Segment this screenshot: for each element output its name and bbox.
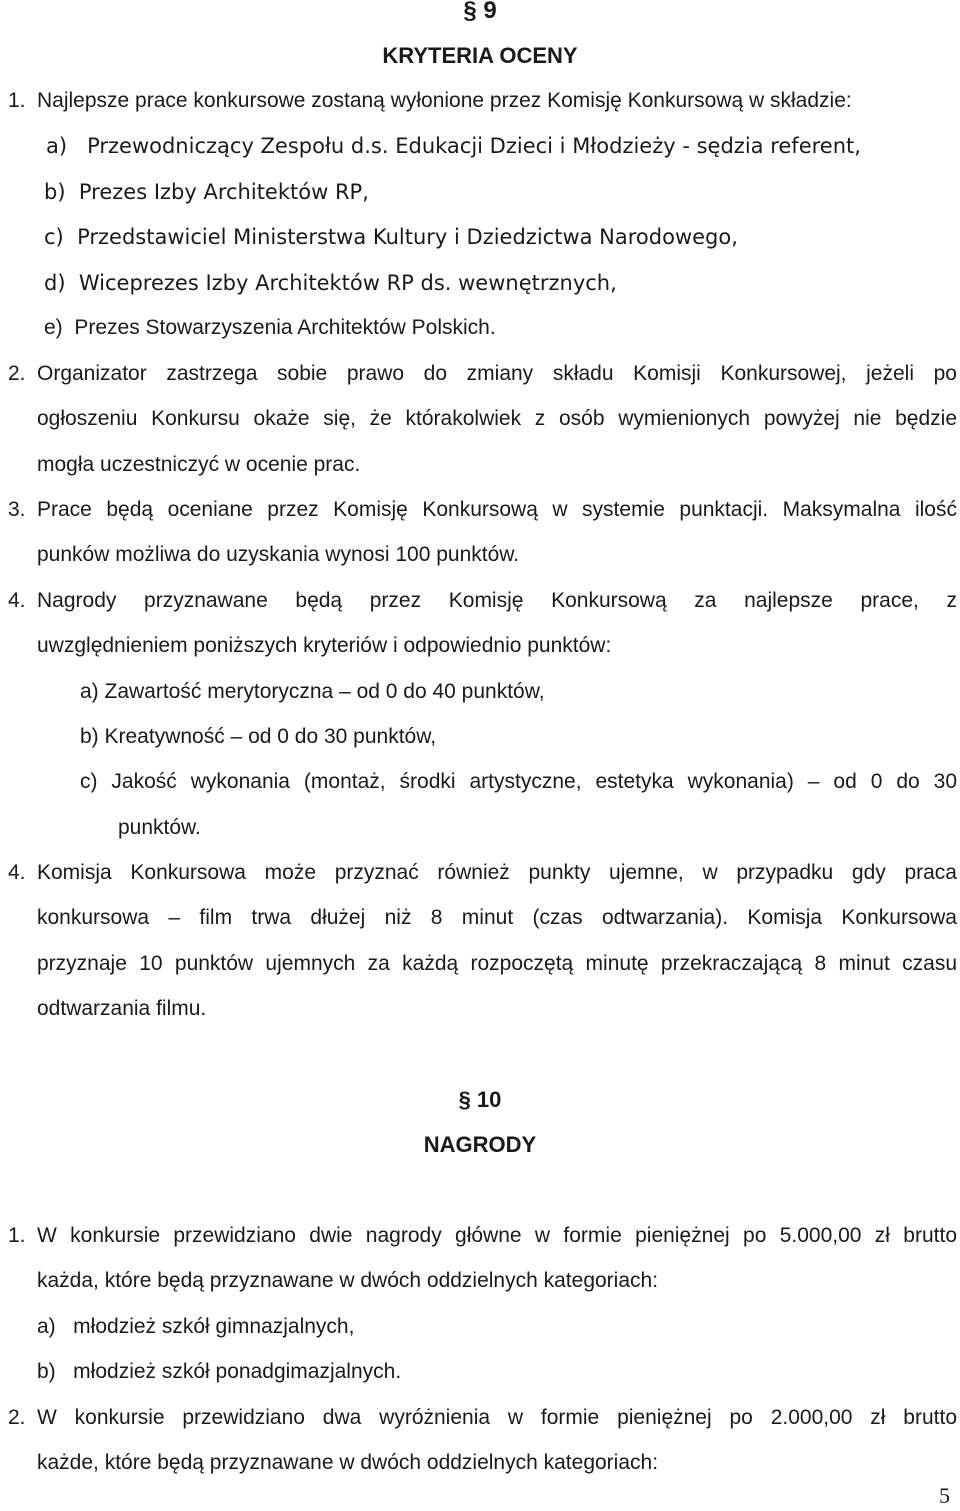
paragraph-line: odtwarzania filmu. <box>37 997 207 1020</box>
page-number: 5 <box>939 1483 950 1508</box>
paragraph-text: Najlepsze prace konkursowe zostaną wyłonione przez Komisję Konkursową w składzie: <box>37 89 852 112</box>
paragraph-line: przyznaje 10 punktów ujemnych za każdą rozpoczętą minutę przekraczającą 8 minut czasu <box>37 952 957 975</box>
paragraph-line: Nagrody przyznawane będą przez Komisję Konkursową za najlepsze prace, z <box>37 589 957 612</box>
paragraph-line: ogłoszeniu Konkursu okaże się, że którakolwiek z osób wymienionych powyżej nie będzie <box>37 407 957 430</box>
paragraph-number: 4. <box>8 861 26 884</box>
paragraph-line: mogła uczestniczyć w ocenie prac. <box>37 453 361 476</box>
list-item: a) młodzież szkół gimnazjalnych, <box>37 1315 355 1338</box>
list-item: c) Jakość wykonania (montaż, środki artystyczne, estetyka wykonania) – od 0 do 30 <box>80 770 957 793</box>
paragraph-line: każde, które będą przyznawane w dwóch oddzielnych kategoriach: <box>37 1451 659 1474</box>
section-9-title: KRYTERIA OCENY <box>382 43 578 68</box>
paragraph-number: 2. <box>8 362 26 385</box>
list-item: d) Wiceprezes Izby Architektów RP ds. wewnętrznych, <box>44 271 617 295</box>
paragraph-line: konkursowa – film trwa dłużej niż 8 minut (czas odtwarzania). Komisja Konkursowa <box>37 906 957 929</box>
list-item: e) Prezes Stowarzyszenia Architektów Polskich. <box>44 316 496 339</box>
paragraph-number: 2. <box>8 1406 26 1429</box>
list-item: a) Zawartość merytoryczna – od 0 do 40 punktów, <box>80 680 545 703</box>
paragraph-number: 3. <box>8 498 26 521</box>
paragraph-number: 1. <box>8 89 26 112</box>
paragraph-number: 4. <box>8 589 26 612</box>
list-item: b) Kreatywność – od 0 do 30 punktów, <box>80 725 437 748</box>
section-10-title: NAGRODY <box>423 1132 537 1157</box>
paragraph-line: każda, które będą przyznawane w dwóch oddzielnych kategoriach: <box>37 1269 659 1292</box>
list-item-continuation: punktów. <box>118 816 201 839</box>
list-item: a) Przewodniczący Zespołu d.s. Edukacji Dzieci i Młodzieży - sędzia referent, <box>46 134 861 158</box>
paragraph-line: Komisja Konkursowa może przyznać również punkty ujemne, w przypadku gdy praca <box>37 861 957 884</box>
paragraph-line: punków możliwa do uzyskania wynosi 100 punktów. <box>37 543 520 566</box>
list-item: c) Przedstawiciel Ministerstwa Kultury i Dziedzictwa Narodowego, <box>44 225 738 249</box>
paragraph-line: Organizator zastrzega sobie prawo do zmiany składu Komisji Konkursowej, jeżeli po <box>37 362 957 385</box>
paragraph-line: W konkursie przewidziano dwa wyróżnienia w formie pieniężnej po 2.000,00 zł brutto <box>37 1406 957 1429</box>
paragraph-line: uwzględnieniem poniższych kryteriów i odpowiednio punktów: <box>37 634 612 657</box>
list-item: b) młodzież szkół ponadgimazjalnych. <box>37 1360 402 1383</box>
paragraph-number: 1. <box>8 1224 26 1247</box>
section-10-heading: § 10 <box>458 1087 502 1112</box>
list-item: b) Prezes Izby Architektów RP, <box>44 180 369 204</box>
paragraph-line: Prace będą oceniane przez Komisję Konkursową w systemie punktacji. Maksymalna ilość <box>37 498 957 521</box>
section-9-heading: § 9 <box>463 0 497 24</box>
paragraph-line: W konkursie przewidziano dwie nagrody główne w formie pieniężnej po 5.000,00 zł brutto <box>37 1224 957 1247</box>
